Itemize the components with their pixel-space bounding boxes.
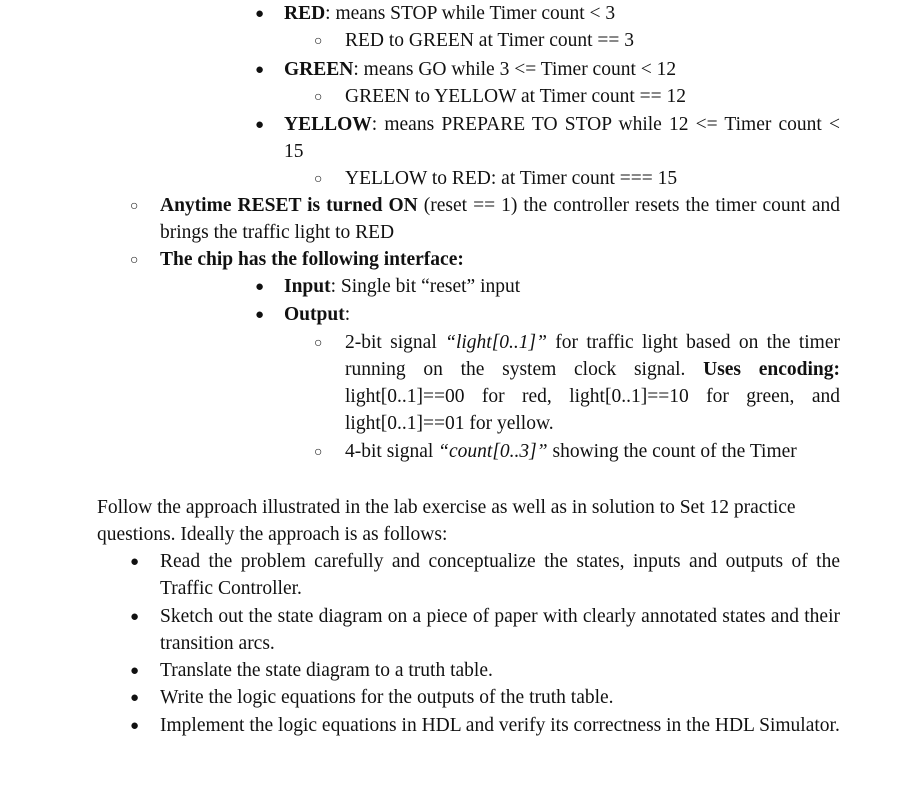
input-item	[284, 273, 520, 300]
output-text: :	[344, 304, 351, 325]
yellow-state-item	[284, 111, 840, 165]
count-signal-name: “count[0..3]”	[438, 441, 548, 462]
approach-step: Sketch out the state diagram on a piece of paper with clearly annotated states and their transition arcs.	[160, 606, 840, 654]
yellow-label: YELLOW	[284, 114, 372, 135]
input-label: Input	[284, 276, 331, 297]
bullet-disc: ●	[130, 690, 140, 706]
green-description: : means GO while 3 <= Timer count < 12	[353, 59, 677, 80]
yellow-transition: YELLOW to RED: at Timer count === 15	[345, 168, 678, 189]
output-label: Output	[284, 304, 345, 325]
red-description: : means STOP while Timer count < 3	[325, 3, 616, 24]
red-label: RED	[284, 3, 326, 24]
approach-step: Translate the state diagram to a truth table.	[160, 660, 493, 681]
reset-text: (reset == 1) the controller resets the timer count and brings the traffic light to RED	[160, 195, 840, 243]
output-item	[284, 301, 350, 328]
red-transition: RED to GREEN at Timer count == 3	[345, 30, 635, 51]
bullet-disc: ●	[130, 609, 140, 625]
bullet-circle: ○	[314, 445, 323, 460]
green-label: GREEN	[284, 59, 354, 80]
bullet-circle: ○	[314, 34, 323, 49]
green-state-item	[284, 56, 844, 83]
approach-intro: Follow the approach illustrated in the lab exercise as well as in solution to Set 12 practice questions. Ideally the approach is as follows:	[97, 497, 796, 545]
encoding-label: Uses encoding:	[703, 359, 840, 380]
bullet-disc: ●	[255, 279, 265, 295]
interface-title: The chip has the following interface:	[160, 249, 464, 270]
bullet-disc: ●	[255, 307, 265, 323]
bullet-circle: ○	[314, 90, 323, 105]
green-transition: GREEN to YELLOW at Timer count == 12	[345, 86, 687, 107]
yellow-description: : means PREPARE TO STOP while 12 <= Timer count < 15	[284, 114, 840, 162]
bullet-disc: ●	[130, 554, 140, 570]
bullet-disc: ●	[130, 663, 140, 679]
reset-bold: Anytime RESET is turned ON	[160, 195, 418, 216]
input-text: : Single bit “reset” input	[330, 276, 521, 297]
bullet-circle: ○	[314, 336, 323, 351]
bullet-disc: ●	[255, 62, 265, 78]
bullet-disc: ●	[255, 6, 265, 22]
bullet-circle: ○	[314, 172, 323, 187]
bullet-circle: ○	[130, 253, 139, 268]
approach-step: Read the problem carefully and conceptualize the states, inputs and outputs of the Traffic Controller.	[160, 551, 840, 599]
reset-item	[160, 192, 840, 246]
output-count-item: 4-bit signal “count[0..3]” showing the count of the Timer	[345, 441, 797, 462]
approach-step: Write the logic equations for the outputs of the truth table.	[160, 687, 614, 708]
output-light-item: 2-bit signal “light[0..1]” for traffic light based on the timer running on the system clock signal. Uses encoding: light[0..1]==00 for red, light[0..1]==10 for green, and light[0..1]==01 for yellow.	[345, 332, 840, 434]
light-signal-name: “light[0..1]”	[445, 332, 547, 353]
bullet-disc: ●	[130, 718, 140, 734]
bullet-circle: ○	[130, 199, 139, 214]
bullet-disc: ●	[255, 117, 265, 133]
approach-step: Implement the logic equations in HDL and verify its correctness in the HDL Simulator.	[160, 715, 840, 736]
red-state-item	[284, 0, 844, 27]
